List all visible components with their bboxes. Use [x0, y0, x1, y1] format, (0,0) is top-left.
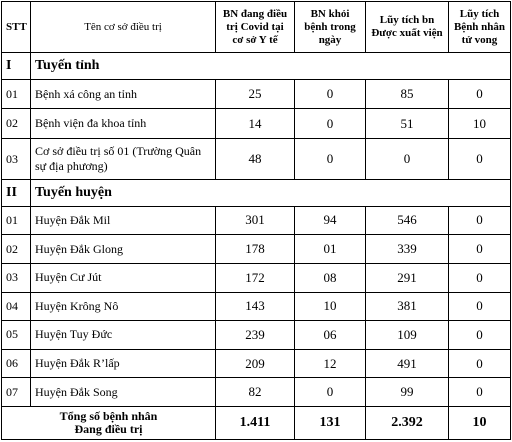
row-recovered: 06	[295, 321, 366, 350]
row-deaths: 0	[449, 349, 511, 378]
table-row	[2, 263, 511, 292]
covid-treatment-table	[1, 1, 511, 440]
section-row-province	[2, 53, 511, 80]
row-stt: 06	[2, 349, 31, 378]
table-row	[2, 235, 511, 264]
total-label-line2: Đang điều trị	[74, 422, 143, 437]
row-deaths: 10	[449, 109, 511, 139]
row-stt: 05	[2, 321, 31, 350]
row-discharged: 491	[366, 349, 449, 378]
row-treating: 14	[216, 109, 295, 139]
row-deaths: 0	[449, 321, 511, 350]
row-discharged: 51	[366, 109, 449, 139]
row-facility-name: Huyện Tuy Đức	[31, 321, 216, 350]
row-deaths: 0	[449, 139, 511, 180]
row-treating: 82	[216, 378, 295, 407]
section-title: Tuyến tỉnh	[31, 53, 511, 80]
total-treating: 1.411	[216, 407, 295, 440]
row-discharged: 85	[366, 79, 449, 109]
row-recovered: 08	[295, 263, 366, 292]
row-recovered: 12	[295, 349, 366, 378]
total-recovered: 131	[295, 407, 366, 440]
row-treating: 172	[216, 263, 295, 292]
row-treating: 48	[216, 139, 295, 180]
row-recovered: 10	[295, 292, 366, 321]
header-cumulative-deaths: Lũy tích Bệnh nhân tử vong	[449, 2, 511, 53]
row-deaths: 0	[449, 206, 511, 235]
table-row	[2, 79, 511, 109]
table-row	[2, 292, 511, 321]
row-deaths: 0	[449, 235, 511, 264]
row-stt: 01	[2, 79, 31, 109]
row-facility-name: Huyện Krông Nô	[31, 292, 216, 321]
row-facility-name: Huyện Đắk Song	[31, 378, 216, 407]
row-recovered: 0	[295, 378, 366, 407]
header-cumulative-discharged: Lũy tích bn Được xuất viện	[366, 2, 449, 53]
row-recovered: 01	[295, 235, 366, 264]
row-facility-name: Huyện Đắk Mil	[31, 206, 216, 235]
row-treating: 239	[216, 321, 295, 350]
total-discharged: 2.392	[366, 407, 449, 440]
row-stt: 01	[2, 206, 31, 235]
header-row	[2, 2, 511, 53]
row-discharged: 339	[366, 235, 449, 264]
row-treating: 178	[216, 235, 295, 264]
row-facility-name: Huyện Đắk Glong	[31, 235, 216, 264]
section-title: Tuyến huyện	[31, 180, 511, 207]
row-deaths: 0	[449, 79, 511, 109]
row-discharged: 381	[366, 292, 449, 321]
section-number: I	[2, 53, 31, 80]
row-recovered: 0	[295, 109, 366, 139]
row-facility-name: Huyện Đắk R’lấp	[31, 349, 216, 378]
row-stt: 03	[2, 263, 31, 292]
row-discharged: 546	[366, 206, 449, 235]
header-treating: BN đang điều trị Covid tại cơ sở Y tế	[216, 2, 295, 53]
row-discharged: 109	[366, 321, 449, 350]
table-row	[2, 109, 511, 139]
row-treating: 301	[216, 206, 295, 235]
row-stt: 04	[2, 292, 31, 321]
total-row	[2, 407, 511, 440]
row-stt: 02	[2, 109, 31, 139]
row-recovered: 0	[295, 139, 366, 180]
table-row	[2, 139, 511, 180]
total-deaths: 10	[449, 407, 511, 440]
table-row	[2, 378, 511, 407]
row-recovered: 94	[295, 206, 366, 235]
row-stt: 02	[2, 235, 31, 264]
table-row	[2, 349, 511, 378]
table-row	[2, 321, 511, 350]
row-deaths: 0	[449, 378, 511, 407]
row-discharged: 291	[366, 263, 449, 292]
header-facility: Tên cơ sở điều trị	[31, 2, 216, 53]
header-stt: STT	[2, 2, 31, 53]
total-label-line1: Tổng số bệnh nhân	[59, 409, 158, 424]
row-treating: 25	[216, 79, 295, 109]
row-facility-name: Huyện Cư Jút	[31, 263, 216, 292]
row-facility-name: Bệnh xá công an tỉnh	[31, 79, 216, 109]
row-treating: 143	[216, 292, 295, 321]
row-deaths: 0	[449, 292, 511, 321]
row-recovered: 0	[295, 79, 366, 109]
section-number: II	[2, 180, 31, 207]
table-row	[2, 206, 511, 235]
row-facility-name: Cơ sở điều trị số 01 (Trường Quân sự địa phương)	[31, 139, 216, 180]
total-label	[2, 407, 216, 440]
header-recovered-today: BN khỏi bệnh trong ngày	[295, 2, 366, 53]
row-discharged: 99	[366, 378, 449, 407]
row-discharged: 0	[366, 139, 449, 180]
row-stt: 07	[2, 378, 31, 407]
row-treating: 209	[216, 349, 295, 378]
row-deaths: 0	[449, 263, 511, 292]
row-stt: 03	[2, 139, 31, 180]
section-row-district	[2, 180, 511, 207]
row-facility-name: Bệnh viện đa khoa tỉnh	[31, 109, 216, 139]
